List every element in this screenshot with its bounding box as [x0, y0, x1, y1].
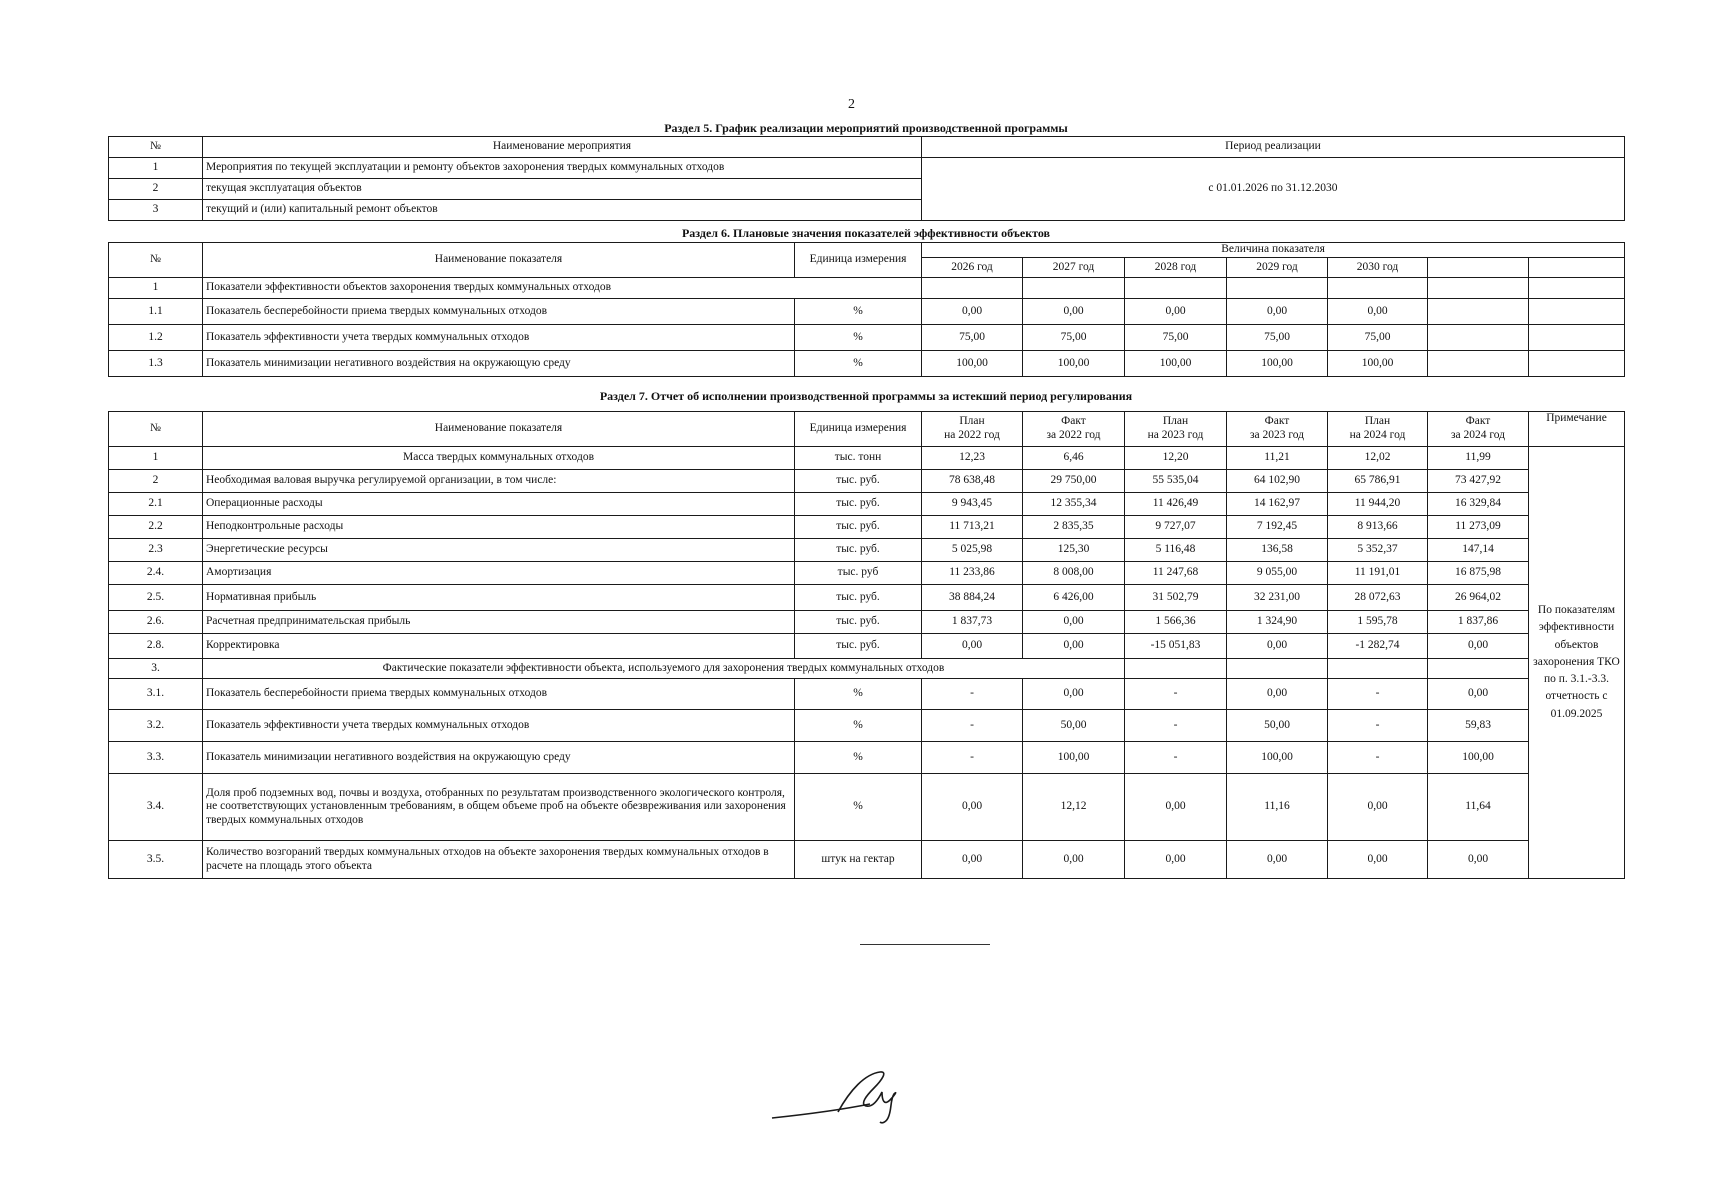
value-cell: -: [1328, 710, 1428, 742]
table-row: [109, 774, 1625, 841]
value-cell: 12,20: [1125, 447, 1227, 470]
header-year: [1428, 258, 1529, 278]
header-year: 2027 год: [1023, 258, 1125, 278]
value-cell: [1529, 278, 1625, 299]
value-cell: 0,00: [1227, 841, 1328, 879]
value-cell: 0,00: [922, 774, 1023, 841]
header-no: №: [109, 243, 203, 278]
value-cell: 75,00: [1023, 325, 1125, 351]
value-cell: 7 192,45: [1227, 516, 1328, 539]
value-cell: [922, 278, 1023, 299]
value-cell: 100,00: [1227, 742, 1328, 774]
value-cell: 8 008,00: [1023, 562, 1125, 585]
value-cell: 9 943,45: [922, 493, 1023, 516]
value-cell: [1428, 325, 1529, 351]
table-row: [109, 351, 1625, 377]
table-row: [109, 742, 1625, 774]
value-cell: [1328, 278, 1428, 299]
header-fact-2024: Факт за 2024 год: [1428, 412, 1529, 447]
value-cell: 78 638,48: [922, 470, 1023, 493]
value-cell: 100,00: [1227, 351, 1328, 377]
value-cell: 6 426,00: [1023, 585, 1125, 611]
row-unit: %: [795, 679, 922, 710]
value-cell: 75,00: [922, 325, 1023, 351]
value-cell: 0,00: [1125, 774, 1227, 841]
row-unit: %: [795, 742, 922, 774]
value-cell: 136,58: [1227, 539, 1328, 562]
value-cell: 11 247,68: [1125, 562, 1227, 585]
value-cell: 0,00: [1023, 634, 1125, 659]
table-row: [109, 516, 1625, 539]
value-cell: 1 837,73: [922, 611, 1023, 634]
value-cell: 6,46: [1023, 447, 1125, 470]
row-no: 2.5.: [109, 585, 203, 611]
value-cell: [1529, 325, 1625, 351]
value-cell: 50,00: [1227, 710, 1328, 742]
value-cell: 100,00: [1023, 742, 1125, 774]
row-unit: штук на гектар: [795, 841, 922, 879]
header-fact-2022: Факт за 2022 год: [1023, 412, 1125, 447]
table-row: [109, 659, 1625, 679]
header-unit: Единица измерения: [795, 412, 922, 447]
value-cell: 5 352,37: [1328, 539, 1428, 562]
value-cell: 9 055,00: [1227, 562, 1328, 585]
value-cell: 26 964,02: [1428, 585, 1529, 611]
section7-body: [109, 447, 1625, 879]
value-cell: 9 727,07: [1125, 516, 1227, 539]
table-row: [109, 710, 1625, 742]
value-cell: 16 875,98: [1428, 562, 1529, 585]
value-cell: [1529, 351, 1625, 377]
value-cell: -: [922, 710, 1023, 742]
value-cell: 0,00: [1428, 634, 1529, 659]
header-name: Наименование мероприятия: [203, 137, 922, 158]
row-name: Количество возгораний твердых коммунальных отходов на объекте захоронения твердых коммунальных отходов в расчете на площадь этого объекта: [203, 841, 795, 879]
value-cell: 100,00: [1023, 351, 1125, 377]
row-name: Показатель бесперебойности приема твердых коммунальных отходов: [203, 299, 795, 325]
row-name: Показатель минимизации негативного воздействия на окружающую среду: [203, 351, 795, 377]
value-cell: [1125, 278, 1227, 299]
value-cell: 1 595,78: [1328, 611, 1428, 634]
value-cell: 5 116,48: [1125, 539, 1227, 562]
row-no: 2.4.: [109, 562, 203, 585]
value-cell: 0,00: [1428, 679, 1529, 710]
value-cell: 31 502,79: [1125, 585, 1227, 611]
period-value: с 01.01.2026 по 31.12.2030: [922, 158, 1625, 221]
row-no: 2.2: [109, 516, 203, 539]
value-cell: -: [1328, 679, 1428, 710]
row-no: 2: [109, 470, 203, 493]
value-cell: 0,00: [1023, 679, 1125, 710]
value-cell: 0,00: [922, 634, 1023, 659]
row-name: текущая эксплуатация объектов: [203, 179, 922, 200]
row-unit: %: [795, 710, 922, 742]
table-row: [109, 278, 1625, 299]
value-cell: [1227, 278, 1328, 299]
header-no: №: [109, 412, 203, 447]
table-row: [109, 447, 1625, 470]
table-row: [109, 841, 1625, 879]
header-unit: Единица измерения: [795, 243, 922, 278]
table-row: [109, 562, 1625, 585]
row-name: Доля проб подземных вод, почвы и воздуха, отобранных по результатам производственного экологического контроля, не соответствующих установленным требованиям, в общем объеме проб на объекте обезвреживания или захоронения твердых коммунальных отходов: [203, 774, 795, 841]
row-no: 3.4.: [109, 774, 203, 841]
row-unit: тыс. руб.: [795, 516, 922, 539]
value-cell: 12,12: [1023, 774, 1125, 841]
value-cell: 8 913,66: [1328, 516, 1428, 539]
value-cell: 12,23: [922, 447, 1023, 470]
value-cell: [1529, 299, 1625, 325]
value-cell: 0,00: [1125, 299, 1227, 325]
row-unit: %: [795, 351, 922, 377]
value-cell: 29 750,00: [1023, 470, 1125, 493]
row-no: 1.2: [109, 325, 203, 351]
row-unit: тыс. руб.: [795, 611, 922, 634]
row-no: 2.8.: [109, 634, 203, 659]
header-year: 2028 год: [1125, 258, 1227, 278]
value-cell: 75,00: [1328, 325, 1428, 351]
value-cell: 65 786,91: [1328, 470, 1428, 493]
header-plan-2023: План на 2023 год: [1125, 412, 1227, 447]
value-cell: 32 231,00: [1227, 585, 1328, 611]
value-cell: 11,21: [1227, 447, 1328, 470]
value-cell: 28 072,63: [1328, 585, 1428, 611]
header-year: 2026 год: [922, 258, 1023, 278]
table-row: [109, 539, 1625, 562]
value-cell: 64 102,90: [1227, 470, 1328, 493]
row-unit: %: [795, 299, 922, 325]
row-name: Показатель минимизации негативного воздействия на окружающую среду: [203, 742, 795, 774]
value-cell: 75,00: [1125, 325, 1227, 351]
value-cell: 100,00: [1125, 351, 1227, 377]
value-cell: 38 884,24: [922, 585, 1023, 611]
value-cell: 11,64: [1428, 774, 1529, 841]
row-no: 3.5.: [109, 841, 203, 879]
value-cell: 12 355,34: [1023, 493, 1125, 516]
row-name: Нормативная прибыль: [203, 585, 795, 611]
value-cell: 16 329,84: [1428, 493, 1529, 516]
table-row: [109, 158, 1625, 179]
row-name: Показатель бесперебойности приема твердых коммунальных отходов: [203, 679, 795, 710]
row-name: Амортизация: [203, 562, 795, 585]
row-no: 2.6.: [109, 611, 203, 634]
row-name: Необходимая валовая выручка регулируемой организации, в том числе:: [203, 470, 795, 493]
value-cell: 100,00: [922, 351, 1023, 377]
page-number: 2: [848, 97, 855, 112]
row-name: Корректировка: [203, 634, 795, 659]
value-cell: -: [1125, 679, 1227, 710]
row-unit: %: [795, 325, 922, 351]
value-cell: 11 233,86: [922, 562, 1023, 585]
value-cell: -: [1125, 742, 1227, 774]
value-cell: 0,00: [1023, 841, 1125, 879]
row-no: 2.3: [109, 539, 203, 562]
row-name: Показатели эффективности объектов захоронения твердых коммунальных отходов: [203, 278, 922, 299]
row-unit: тыс. руб.: [795, 470, 922, 493]
table-row: [109, 634, 1625, 659]
value-cell: 0,00: [1227, 679, 1328, 710]
row-name: Фактические показатели эффективности объекта, используемого для захоронения твердых коммунальных отходов: [203, 659, 1125, 679]
value-cell: 75,00: [1227, 325, 1328, 351]
row-unit: тыс. тонн: [795, 447, 922, 470]
note-cell: По показателям эффективности объектов захоронения ТКО по п. 3.1.-3.3. отчетность с 01.09.2025: [1529, 447, 1625, 879]
row-no: 1.3: [109, 351, 203, 377]
value-cell: 1 837,86: [1428, 611, 1529, 634]
value-cell: 0,00: [922, 299, 1023, 325]
header-name: Наименование показателя: [203, 243, 795, 278]
header-no: №: [109, 137, 203, 158]
value-cell: -1 282,74: [1328, 634, 1428, 659]
value-cell: [1428, 299, 1529, 325]
value-cell: 1 566,36: [1125, 611, 1227, 634]
value-cell: [1125, 659, 1227, 679]
section5-table: [108, 136, 1625, 221]
value-cell: 11 944,20: [1328, 493, 1428, 516]
table-row: [109, 585, 1625, 611]
row-unit: тыс. руб: [795, 562, 922, 585]
header-fact-2023: Факт за 2023 год: [1227, 412, 1328, 447]
value-cell: 59,83: [1428, 710, 1529, 742]
value-cell: 12,02: [1328, 447, 1428, 470]
row-unit: тыс. руб.: [795, 539, 922, 562]
value-cell: 0,00: [1023, 299, 1125, 325]
value-cell: 0,00: [922, 841, 1023, 879]
row-unit: тыс. руб.: [795, 493, 922, 516]
row-no: 2.1: [109, 493, 203, 516]
section7-table: [108, 411, 1625, 879]
value-cell: 11 426,49: [1125, 493, 1227, 516]
value-cell: 0,00: [1328, 774, 1428, 841]
header-year: 2029 год: [1227, 258, 1328, 278]
value-cell: -: [922, 679, 1023, 710]
value-cell: 0,00: [1125, 841, 1227, 879]
value-cell: 5 025,98: [922, 539, 1023, 562]
row-name: Показатель эффективности учета твердых коммунальных отходов: [203, 325, 795, 351]
header-year: 2030 год: [1328, 258, 1428, 278]
value-cell: 50,00: [1023, 710, 1125, 742]
value-cell: 0,00: [1227, 634, 1328, 659]
section6-table: [108, 242, 1625, 377]
value-cell: 2 835,35: [1023, 516, 1125, 539]
value-cell: 0,00: [1328, 299, 1428, 325]
signature-icon: [770, 1060, 920, 1130]
row-name: Расчетная предпринимательская прибыль: [203, 611, 795, 634]
row-name: Операционные расходы: [203, 493, 795, 516]
table-row: [109, 493, 1625, 516]
row-no: 1: [109, 158, 203, 179]
value-cell: -: [922, 742, 1023, 774]
value-cell: 147,14: [1428, 539, 1529, 562]
value-cell: 125,30: [1023, 539, 1125, 562]
value-cell: [1023, 278, 1125, 299]
header-name: Наименование показателя: [203, 412, 795, 447]
value-cell: -: [1328, 742, 1428, 774]
row-no: 1: [109, 278, 203, 299]
value-cell: [1328, 659, 1428, 679]
section7-title: Раздел 7. Отчет об исполнении производственной программы за истекший период регулирования: [599, 389, 1133, 403]
row-unit: тыс. руб.: [795, 634, 922, 659]
separator-line: [860, 944, 990, 945]
row-no: 2: [109, 179, 203, 200]
header-plan-2022: План на 2022 год: [922, 412, 1023, 447]
row-no: 1.1: [109, 299, 203, 325]
value-cell: 100,00: [1428, 742, 1529, 774]
value-cell: -15 051,83: [1125, 634, 1227, 659]
table-row: [109, 679, 1625, 710]
value-cell: -: [1125, 710, 1227, 742]
value-cell: [1428, 351, 1529, 377]
row-unit: %: [795, 774, 922, 841]
row-name: Мероприятия по текущей эксплуатации и ремонту объектов захоронения твердых коммунальных отходов: [203, 158, 922, 179]
table-row: [109, 470, 1625, 493]
row-no: 3.: [109, 659, 203, 679]
value-cell: 100,00: [1328, 351, 1428, 377]
header-plan-2024: План на 2024 год: [1328, 412, 1428, 447]
header-note: Примечание: [1529, 412, 1625, 447]
value-cell: 11,99: [1428, 447, 1529, 470]
value-cell: 73 427,92: [1428, 470, 1529, 493]
section6-title: Раздел 6. Плановые значения показателей эффективности объектов: [681, 226, 1051, 240]
value-cell: [1428, 278, 1529, 299]
value-cell: 11,16: [1227, 774, 1328, 841]
section5-title: Раздел 5. График реализации мероприятий производственной программы: [664, 121, 1068, 135]
row-no: 3: [109, 200, 203, 221]
table-row: [109, 611, 1625, 634]
value-cell: 55 535,04: [1125, 470, 1227, 493]
value-cell: 0,00: [1428, 841, 1529, 879]
header-year: [1529, 258, 1625, 278]
row-unit: тыс. руб.: [795, 585, 922, 611]
table-row: [109, 299, 1625, 325]
value-cell: 1 324,90: [1227, 611, 1328, 634]
row-name: Масса твердых коммунальных отходов: [203, 447, 795, 470]
value-cell: 11 273,09: [1428, 516, 1529, 539]
value-cell: 0,00: [1023, 611, 1125, 634]
row-name: Неподконтрольные расходы: [203, 516, 795, 539]
row-name: Показатель эффективности учета твердых коммунальных отходов: [203, 710, 795, 742]
value-cell: 0,00: [1328, 841, 1428, 879]
header-period: Период реализации: [922, 137, 1625, 158]
row-name: Энергетические ресурсы: [203, 539, 795, 562]
value-cell: 0,00: [1227, 299, 1328, 325]
row-no: 3.1.: [109, 679, 203, 710]
value-cell: 11 191,01: [1328, 562, 1428, 585]
header-value: Величина показателя: [922, 243, 1625, 258]
value-cell: 14 162,97: [1227, 493, 1328, 516]
row-no: 3.3.: [109, 742, 203, 774]
row-no: 3.2.: [109, 710, 203, 742]
value-cell: [1227, 659, 1328, 679]
table-row: [109, 325, 1625, 351]
row-name: текущий и (или) капитальный ремонт объектов: [203, 200, 922, 221]
row-no: 1: [109, 447, 203, 470]
value-cell: 11 713,21: [922, 516, 1023, 539]
